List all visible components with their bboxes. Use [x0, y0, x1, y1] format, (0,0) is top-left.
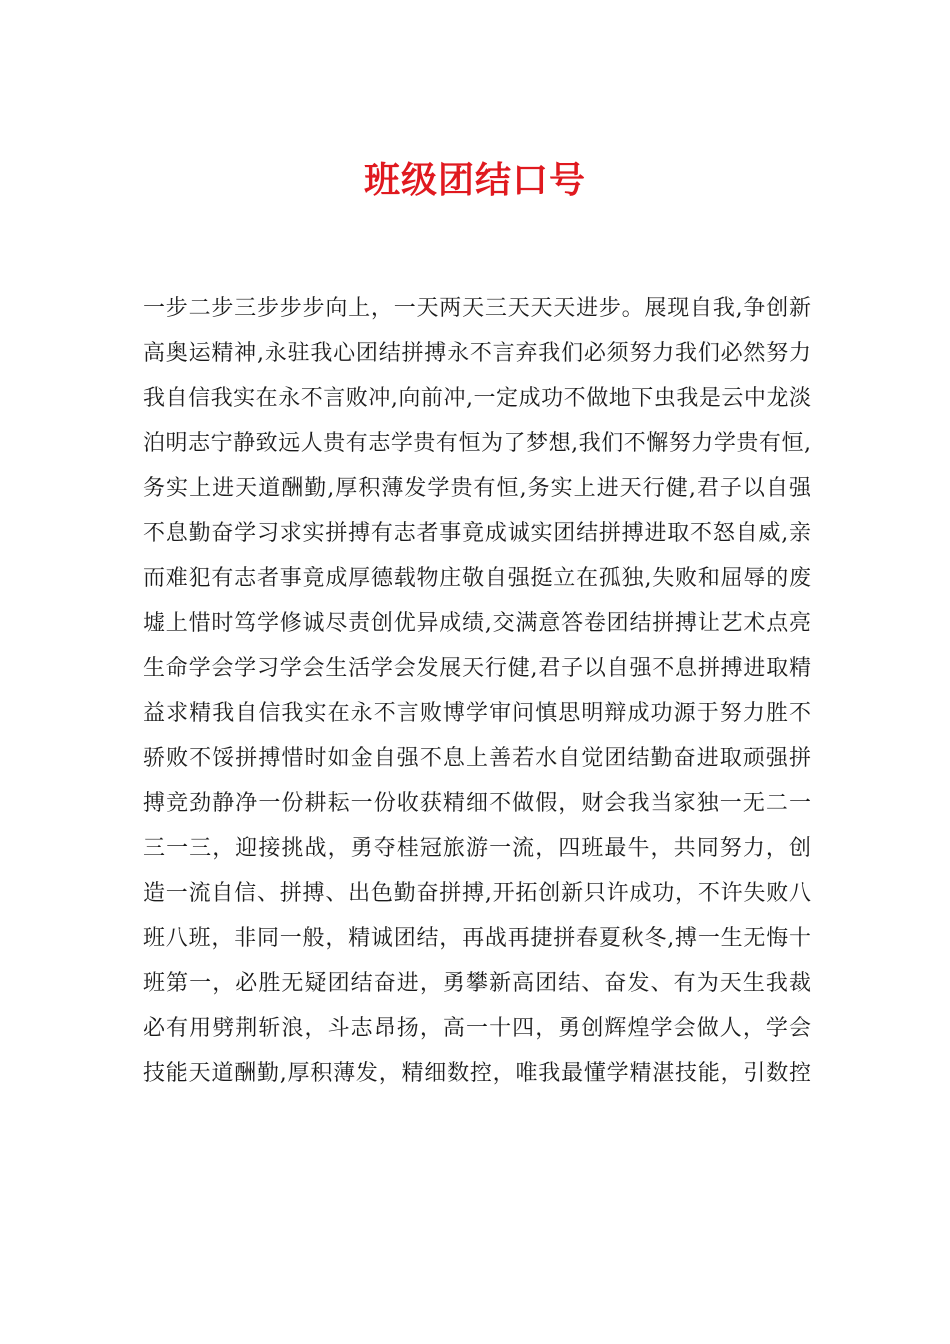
body-line: 我自信我实在永不言败冲,向前冲,一定成功不做地下虫我是云中龙淡: [143, 386, 811, 411]
body-line: 技能天道酬勤,厚积薄发，精细数控，唯我最懂学精湛技能，引数控: [143, 1061, 811, 1086]
body-line: 必有用劈荆斩浪，斗志昂扬，高一十四，勇创辉煌学会做人，学会: [143, 1016, 811, 1041]
document-body: [143, 286, 811, 1096]
document-title: 班级团结口号: [363, 159, 586, 201]
body-line: 造一流自信、拼搏、出色勤奋拼搏,开拓创新只许成功，不许失败八: [143, 881, 811, 906]
body-line: 务实上进天道酬勤,厚积薄发学贵有恒,务实上进天行健,君子以自强: [143, 476, 811, 501]
body-line: 一步二步三步步步向上，一天两天三天天天进步。展现自我,争创新: [143, 296, 811, 321]
body-line: 搏竞劲静净一份耕耘一份收获精细不做假，财会我当家独一无二一: [143, 791, 811, 816]
body-line: 而难犯有志者事竟成厚德载物庄敬自强挺立在孤独,失败和屈辱的废: [143, 566, 811, 591]
body-line: 骄败不馁拼搏惜时如金自强不息上善若水自觉团结勤奋进取顽强拼: [143, 746, 811, 771]
body-line: 高奥运精神,永驻我心团结拼搏永不言弃我们必须努力我们必然努力: [143, 341, 811, 366]
body-line: 不息勤奋学习求实拼搏有志者事竟成诚实团结拼搏进取不怒自威,亲: [143, 521, 811, 546]
body-line: 班八班，非同一般，精诚团结，再战再捷拼春夏秋冬,搏一生无悔十: [143, 926, 811, 951]
body-line: 生命学会学习学会生活学会发展天行健,君子以自强不息拼搏进取精: [143, 656, 811, 681]
body-line: 墟上惜时笃学修诚尽责创优异成绩,交满意答卷团结拼搏让艺术点亮: [143, 611, 811, 636]
body-line: 三一三，迎接挑战，勇夺桂冠旅游一流，四班最牛，共同努力，创: [143, 836, 811, 861]
body-line: 班第一，必胜无疑团结奋进，勇攀新高团结、奋发、有为天生我裁: [143, 971, 811, 996]
body-line: 益求精我自信我实在永不言败博学审问慎思明辩成功源于努力胜不: [143, 701, 811, 726]
body-line: 泊明志宁静致远人贵有志学贵有恒为了梦想,我们不懈努力学贵有恒,: [143, 431, 811, 456]
